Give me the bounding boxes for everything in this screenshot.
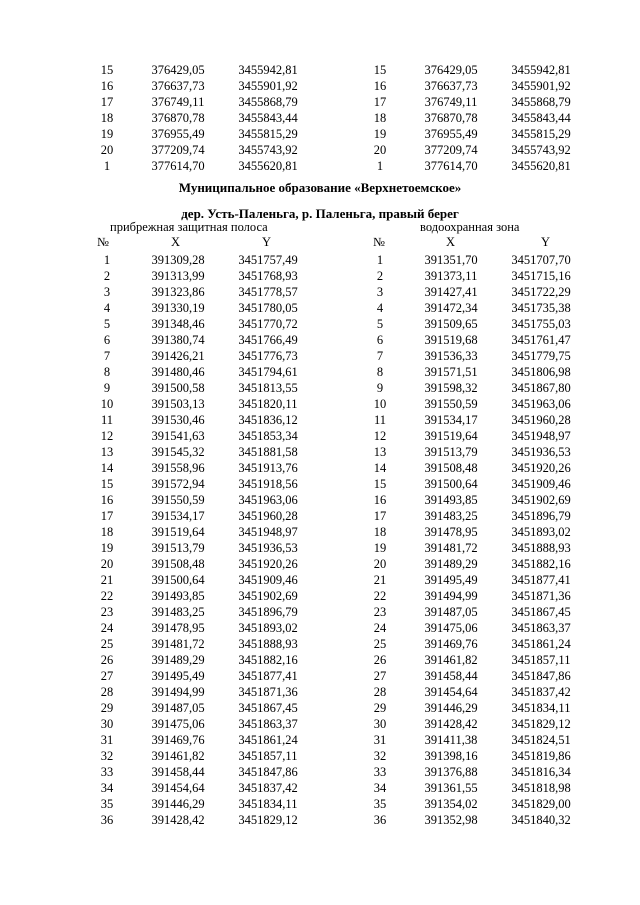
x-coordinate-cell: 391461,82 bbox=[151, 749, 205, 763]
y-coordinate-cell: 3455620,81 bbox=[238, 159, 298, 173]
point-number-cell: 34 bbox=[100, 781, 114, 795]
y-coordinate-cell: 3451936,53 bbox=[238, 541, 298, 555]
x-coordinate-cell: 391427,41 bbox=[424, 285, 478, 299]
x-coordinate-cell: 391500,64 bbox=[424, 477, 478, 491]
point-number-cell: 23 bbox=[373, 605, 387, 619]
x-coordinate-cell: 391489,29 bbox=[151, 653, 205, 667]
y-coordinate-cell: 3451840,32 bbox=[511, 813, 571, 827]
point-number-cell: 2 bbox=[103, 269, 111, 283]
point-number-cell: 36 bbox=[373, 813, 387, 827]
point-number-cell: 29 bbox=[100, 701, 114, 715]
point-number-cell: 15 bbox=[373, 477, 387, 491]
point-number-cell: 5 bbox=[376, 317, 384, 331]
x-coordinate-cell: 391458,44 bbox=[151, 765, 205, 779]
y-coordinate-cell: 3451888,93 bbox=[511, 541, 571, 555]
x-coordinate-cell: 391495,49 bbox=[424, 573, 478, 587]
y-coordinate-cell: 3451768,93 bbox=[238, 269, 298, 283]
y-coordinate-cell: 3451881,58 bbox=[238, 445, 298, 459]
y-coordinate-cell: 3455815,29 bbox=[511, 127, 571, 141]
y-coordinate-cell: 3455743,92 bbox=[238, 143, 298, 157]
y-coordinate-cell: 3451857,11 bbox=[511, 653, 571, 667]
x-coordinate-cell: 391348,46 bbox=[151, 317, 205, 331]
point-number-cell: 7 bbox=[103, 349, 111, 363]
x-coordinate-cell: 391494,99 bbox=[424, 589, 478, 603]
x-coordinate-cell: 391493,85 bbox=[424, 493, 478, 507]
y-coordinate-cell: 3451770,72 bbox=[238, 317, 298, 331]
x-coordinate-cell: 391494,99 bbox=[151, 685, 205, 699]
point-number-cell: 13 bbox=[100, 445, 114, 459]
y-coordinate-cell: 3451896,79 bbox=[511, 509, 571, 523]
right-table-title: водоохранная зона bbox=[420, 220, 520, 234]
point-number-cell: 30 bbox=[373, 717, 387, 731]
x-coordinate-cell: 391454,64 bbox=[151, 781, 205, 795]
point-number-cell: 11 bbox=[373, 413, 387, 427]
y-coordinate-cell: 3451776,73 bbox=[238, 349, 298, 363]
point-number-cell: 33 bbox=[373, 765, 387, 779]
x-coordinate-cell: 391487,05 bbox=[424, 605, 478, 619]
y-coordinate-cell: 3451867,80 bbox=[511, 381, 571, 395]
x-coordinate-cell: 391454,64 bbox=[424, 685, 478, 699]
point-number-cell: 17 bbox=[373, 95, 387, 109]
y-coordinate-cell: 3451816,34 bbox=[511, 765, 571, 779]
point-number-cell: 17 bbox=[373, 509, 387, 523]
y-coordinate-cell: 3451707,70 bbox=[511, 253, 571, 267]
y-coordinate-cell: 3451877,41 bbox=[511, 573, 571, 587]
point-number-cell: 18 bbox=[373, 111, 387, 125]
x-coordinate-cell: 391541,63 bbox=[151, 429, 205, 443]
y-coordinate-cell: 3451963,06 bbox=[511, 397, 571, 411]
y-coordinate-cell: 3455843,44 bbox=[511, 111, 571, 125]
y-coordinate-cell: 3451829,00 bbox=[511, 797, 571, 811]
y-coordinate-cell: 3451882,16 bbox=[511, 557, 571, 571]
y-coordinate-cell: 3451863,37 bbox=[238, 717, 298, 731]
point-number-cell: 19 bbox=[100, 127, 114, 141]
point-number-cell: 35 bbox=[373, 797, 387, 811]
point-number-cell: 36 bbox=[100, 813, 114, 827]
point-number-cell: 15 bbox=[100, 477, 114, 491]
y-coordinate-cell: 3451893,02 bbox=[511, 525, 571, 539]
y-coordinate-cell: 3451780,05 bbox=[238, 301, 298, 315]
x-coordinate-cell: 391461,82 bbox=[424, 653, 478, 667]
y-coordinate-cell: 3451794,61 bbox=[238, 365, 298, 379]
y-coordinate-cell: 3451715,16 bbox=[511, 269, 571, 283]
point-number-cell: 20 bbox=[373, 143, 387, 157]
x-coordinate-cell: 391495,49 bbox=[151, 669, 205, 683]
y-coordinate-cell: 3451918,56 bbox=[238, 477, 298, 491]
point-number-cell: 26 bbox=[373, 653, 387, 667]
point-number-cell: 20 bbox=[373, 557, 387, 571]
y-coordinate-cell: 3451766,49 bbox=[238, 333, 298, 347]
point-number-cell: 32 bbox=[373, 749, 387, 763]
x-coordinate-cell: 376637,73 bbox=[151, 79, 205, 93]
point-number-cell: 9 bbox=[376, 381, 384, 395]
y-coordinate-cell: 3451867,45 bbox=[238, 701, 298, 715]
point-number-cell: 18 bbox=[100, 111, 114, 125]
point-number-cell: 28 bbox=[373, 685, 387, 699]
left-col-no-header: № bbox=[97, 235, 109, 249]
y-coordinate-cell: 3451819,86 bbox=[511, 749, 571, 763]
point-number-cell: 18 bbox=[100, 525, 114, 539]
x-coordinate-cell: 391478,95 bbox=[151, 621, 205, 635]
point-number-cell: 24 bbox=[100, 621, 114, 635]
point-number-cell: 14 bbox=[373, 461, 387, 475]
x-coordinate-cell: 391472,34 bbox=[424, 301, 478, 315]
y-coordinate-cell: 3451871,36 bbox=[238, 685, 298, 699]
right-col-x-header: X bbox=[446, 235, 456, 249]
x-coordinate-cell: 391481,72 bbox=[424, 541, 478, 555]
point-number-cell: 3 bbox=[103, 285, 111, 299]
y-coordinate-cell: 3455868,79 bbox=[511, 95, 571, 109]
y-coordinate-cell: 3451963,06 bbox=[238, 493, 298, 507]
x-coordinate-cell: 376749,11 bbox=[424, 95, 478, 109]
y-coordinate-cell: 3451893,02 bbox=[238, 621, 298, 635]
x-coordinate-cell: 391509,65 bbox=[424, 317, 478, 331]
point-number-cell: 32 bbox=[100, 749, 114, 763]
point-number-cell: 24 bbox=[373, 621, 387, 635]
y-coordinate-cell: 3451909,46 bbox=[238, 573, 298, 587]
point-number-cell: 6 bbox=[103, 333, 111, 347]
y-coordinate-cell: 3451857,11 bbox=[238, 749, 298, 763]
point-number-cell: 25 bbox=[373, 637, 387, 651]
point-number-cell: 31 bbox=[100, 733, 114, 747]
y-coordinate-cell: 3451829,12 bbox=[238, 813, 298, 827]
point-number-cell: 23 bbox=[100, 605, 114, 619]
y-coordinate-cell: 3455868,79 bbox=[238, 95, 298, 109]
x-coordinate-cell: 391428,42 bbox=[151, 813, 205, 827]
y-coordinate-cell: 3451779,75 bbox=[511, 349, 571, 363]
point-number-cell: 16 bbox=[100, 493, 114, 507]
point-number-cell: 33 bbox=[100, 765, 114, 779]
y-coordinate-cell: 3451948,97 bbox=[238, 525, 298, 539]
y-coordinate-cell: 3455620,81 bbox=[511, 159, 571, 173]
point-number-cell: 21 bbox=[373, 573, 387, 587]
point-number-cell: 9 bbox=[103, 381, 111, 395]
x-coordinate-cell: 376429,05 bbox=[151, 63, 205, 77]
x-coordinate-cell: 376637,73 bbox=[424, 79, 478, 93]
point-number-cell: 15 bbox=[100, 63, 114, 77]
x-coordinate-cell: 391508,48 bbox=[151, 557, 205, 571]
x-coordinate-cell: 391351,70 bbox=[424, 253, 478, 267]
x-coordinate-cell: 376955,49 bbox=[424, 127, 478, 141]
y-coordinate-cell: 3451806,98 bbox=[511, 365, 571, 379]
point-number-cell: 1 bbox=[103, 253, 111, 267]
x-coordinate-cell: 376429,05 bbox=[424, 63, 478, 77]
y-coordinate-cell: 3451820,11 bbox=[238, 397, 298, 411]
x-coordinate-cell: 391475,06 bbox=[424, 621, 478, 635]
point-number-cell: 22 bbox=[100, 589, 114, 603]
y-coordinate-cell: 3455815,29 bbox=[238, 127, 298, 141]
y-coordinate-cell: 3451735,38 bbox=[511, 301, 571, 315]
left-col-y-header: Y bbox=[262, 235, 272, 249]
x-coordinate-cell: 377614,70 bbox=[424, 159, 478, 173]
x-coordinate-cell: 391550,59 bbox=[151, 493, 205, 507]
point-number-cell: 26 bbox=[100, 653, 114, 667]
point-number-cell: 3 bbox=[376, 285, 384, 299]
y-coordinate-cell: 3451877,41 bbox=[238, 669, 298, 683]
y-coordinate-cell: 3451948,97 bbox=[511, 429, 571, 443]
x-coordinate-cell: 391530,46 bbox=[151, 413, 205, 427]
x-coordinate-cell: 391428,42 bbox=[424, 717, 478, 731]
y-coordinate-cell: 3455942,81 bbox=[238, 63, 298, 77]
point-number-cell: 15 bbox=[373, 63, 387, 77]
x-coordinate-cell: 391571,51 bbox=[424, 365, 478, 379]
x-coordinate-cell: 391313,99 bbox=[151, 269, 205, 283]
y-coordinate-cell: 3451861,24 bbox=[238, 733, 298, 747]
point-number-cell: 12 bbox=[373, 429, 387, 443]
point-number-cell: 1 bbox=[376, 253, 384, 267]
y-coordinate-cell: 3451936,53 bbox=[511, 445, 571, 459]
x-coordinate-cell: 391330,19 bbox=[151, 301, 205, 315]
y-coordinate-cell: 3451757,49 bbox=[238, 253, 298, 267]
point-number-cell: 31 bbox=[373, 733, 387, 747]
point-number-cell: 1 bbox=[376, 159, 384, 173]
x-coordinate-cell: 376955,49 bbox=[151, 127, 205, 141]
point-number-cell: 19 bbox=[373, 541, 387, 555]
point-number-cell: 17 bbox=[100, 509, 114, 523]
x-coordinate-cell: 391513,79 bbox=[151, 541, 205, 555]
x-coordinate-cell: 391598,32 bbox=[424, 381, 478, 395]
x-coordinate-cell: 391309,28 bbox=[151, 253, 205, 267]
y-coordinate-cell: 3451960,28 bbox=[511, 413, 571, 427]
point-number-cell: 20 bbox=[100, 557, 114, 571]
x-coordinate-cell: 391475,06 bbox=[151, 717, 205, 731]
point-number-cell: 11 bbox=[100, 413, 114, 427]
x-coordinate-cell: 391380,74 bbox=[151, 333, 205, 347]
x-coordinate-cell: 377209,74 bbox=[151, 143, 205, 157]
x-coordinate-cell: 391487,05 bbox=[151, 701, 205, 715]
point-number-cell: 4 bbox=[103, 301, 111, 315]
y-coordinate-cell: 3451829,12 bbox=[511, 717, 571, 731]
point-number-cell: 8 bbox=[376, 365, 384, 379]
point-number-cell: 21 bbox=[100, 573, 114, 587]
x-coordinate-cell: 391536,33 bbox=[424, 349, 478, 363]
y-coordinate-cell: 3451853,34 bbox=[238, 429, 298, 443]
point-number-cell: 14 bbox=[100, 461, 114, 475]
y-coordinate-cell: 3451722,29 bbox=[511, 285, 571, 299]
x-coordinate-cell: 391446,29 bbox=[424, 701, 478, 715]
point-number-cell: 13 bbox=[373, 445, 387, 459]
point-number-cell: 7 bbox=[376, 349, 384, 363]
y-coordinate-cell: 3455843,44 bbox=[238, 111, 298, 125]
x-coordinate-cell: 391483,25 bbox=[424, 509, 478, 523]
y-coordinate-cell: 3451871,36 bbox=[511, 589, 571, 603]
point-number-cell: 28 bbox=[100, 685, 114, 699]
point-number-cell: 29 bbox=[373, 701, 387, 715]
point-number-cell: 34 bbox=[373, 781, 387, 795]
point-number-cell: 19 bbox=[373, 127, 387, 141]
x-coordinate-cell: 391513,79 bbox=[424, 445, 478, 459]
x-coordinate-cell: 391323,86 bbox=[151, 285, 205, 299]
x-coordinate-cell: 391411,38 bbox=[424, 733, 478, 747]
municipality-heading: Муниципальное образование «Верхнетоемское» bbox=[178, 180, 462, 195]
x-coordinate-cell: 391354,02 bbox=[424, 797, 478, 811]
point-number-cell: 18 bbox=[373, 525, 387, 539]
y-coordinate-cell: 3455901,92 bbox=[511, 79, 571, 93]
x-coordinate-cell: 391508,48 bbox=[424, 461, 478, 475]
x-coordinate-cell: 391398,16 bbox=[424, 749, 478, 763]
point-number-cell: 16 bbox=[373, 493, 387, 507]
y-coordinate-cell: 3451863,37 bbox=[511, 621, 571, 635]
y-coordinate-cell: 3451834,11 bbox=[511, 701, 571, 715]
x-coordinate-cell: 391534,17 bbox=[424, 413, 478, 427]
y-coordinate-cell: 3451834,11 bbox=[238, 797, 298, 811]
x-coordinate-cell: 391376,88 bbox=[424, 765, 478, 779]
y-coordinate-cell: 3451837,42 bbox=[511, 685, 571, 699]
x-coordinate-cell: 391534,17 bbox=[151, 509, 205, 523]
y-coordinate-cell: 3451824,51 bbox=[511, 733, 571, 747]
x-coordinate-cell: 391373,11 bbox=[424, 269, 478, 283]
y-coordinate-cell: 3451755,03 bbox=[511, 317, 571, 331]
left-col-x-header: X bbox=[171, 235, 181, 249]
y-coordinate-cell: 3451813,55 bbox=[238, 381, 298, 395]
point-number-cell: 16 bbox=[373, 79, 387, 93]
point-number-cell: 6 bbox=[376, 333, 384, 347]
x-coordinate-cell: 391500,58 bbox=[151, 381, 205, 395]
y-coordinate-cell: 3451847,86 bbox=[511, 669, 571, 683]
point-number-cell: 27 bbox=[373, 669, 387, 683]
point-number-cell: 4 bbox=[376, 301, 384, 315]
x-coordinate-cell: 391469,76 bbox=[151, 733, 205, 747]
y-coordinate-cell: 3451882,16 bbox=[238, 653, 298, 667]
x-coordinate-cell: 391469,76 bbox=[424, 637, 478, 651]
point-number-cell: 12 bbox=[100, 429, 114, 443]
y-coordinate-cell: 3451960,28 bbox=[238, 509, 298, 523]
x-coordinate-cell: 391493,85 bbox=[151, 589, 205, 603]
point-number-cell: 30 bbox=[100, 717, 114, 731]
x-coordinate-cell: 391503,13 bbox=[151, 397, 205, 411]
y-coordinate-cell: 3451818,98 bbox=[511, 781, 571, 795]
x-coordinate-cell: 391483,25 bbox=[151, 605, 205, 619]
y-coordinate-cell: 3451847,86 bbox=[238, 765, 298, 779]
y-coordinate-cell: 3455901,92 bbox=[238, 79, 298, 93]
y-coordinate-cell: 3451902,69 bbox=[511, 493, 571, 507]
x-coordinate-cell: 391519,64 bbox=[151, 525, 205, 539]
location-heading: дер. Усть-Паленьга, р. Паленьга, правый берег bbox=[181, 206, 459, 221]
point-number-cell: 19 bbox=[100, 541, 114, 555]
point-number-cell: 10 bbox=[100, 397, 114, 411]
point-number-cell: 2 bbox=[376, 269, 384, 283]
y-coordinate-cell: 3451888,93 bbox=[238, 637, 298, 651]
x-coordinate-cell: 391480,46 bbox=[151, 365, 205, 379]
y-coordinate-cell: 3451909,46 bbox=[511, 477, 571, 491]
y-coordinate-cell: 3451920,26 bbox=[238, 557, 298, 571]
x-coordinate-cell: 391446,29 bbox=[151, 797, 205, 811]
point-number-cell: 35 bbox=[100, 797, 114, 811]
point-number-cell: 5 bbox=[103, 317, 111, 331]
x-coordinate-cell: 376870,78 bbox=[151, 111, 205, 125]
y-coordinate-cell: 3451761,47 bbox=[511, 333, 571, 347]
x-coordinate-cell: 391500,64 bbox=[151, 573, 205, 587]
x-coordinate-cell: 391558,96 bbox=[151, 461, 205, 475]
y-coordinate-cell: 3451902,69 bbox=[238, 589, 298, 603]
point-number-cell: 1 bbox=[103, 159, 111, 173]
point-number-cell: 25 bbox=[100, 637, 114, 651]
point-number-cell: 20 bbox=[100, 143, 114, 157]
x-coordinate-cell: 391361,55 bbox=[424, 781, 478, 795]
y-coordinate-cell: 3451867,45 bbox=[511, 605, 571, 619]
y-coordinate-cell: 3451837,42 bbox=[238, 781, 298, 795]
y-coordinate-cell: 3451896,79 bbox=[238, 605, 298, 619]
y-coordinate-cell: 3451836,12 bbox=[238, 413, 298, 427]
y-coordinate-cell: 3451778,57 bbox=[238, 285, 298, 299]
x-coordinate-cell: 377614,70 bbox=[151, 159, 205, 173]
point-number-cell: 22 bbox=[373, 589, 387, 603]
x-coordinate-cell: 391550,59 bbox=[424, 397, 478, 411]
x-coordinate-cell: 391545,32 bbox=[151, 445, 205, 459]
y-coordinate-cell: 3451861,24 bbox=[511, 637, 571, 651]
x-coordinate-cell: 391481,72 bbox=[151, 637, 205, 651]
y-coordinate-cell: 3451913,76 bbox=[238, 461, 298, 475]
x-coordinate-cell: 391572,94 bbox=[151, 477, 205, 491]
point-number-cell: 27 bbox=[100, 669, 114, 683]
point-number-cell: 8 bbox=[103, 365, 111, 379]
right-col-no-header: № bbox=[373, 235, 385, 249]
x-coordinate-cell: 391519,64 bbox=[424, 429, 478, 443]
x-coordinate-cell: 391426,21 bbox=[151, 349, 205, 363]
x-coordinate-cell: 376870,78 bbox=[424, 111, 478, 125]
x-coordinate-cell: 376749,11 bbox=[151, 95, 205, 109]
x-coordinate-cell: 391352,98 bbox=[424, 813, 478, 827]
y-coordinate-cell: 3455942,81 bbox=[511, 63, 571, 77]
x-coordinate-cell: 391478,95 bbox=[424, 525, 478, 539]
point-number-cell: 16 bbox=[100, 79, 114, 93]
y-coordinate-cell: 3451920,26 bbox=[511, 461, 571, 475]
y-coordinate-cell: 3455743,92 bbox=[511, 143, 571, 157]
right-col-y-header: Y bbox=[541, 235, 551, 249]
left-table-title: прибрежная защитная полоса bbox=[110, 220, 268, 234]
x-coordinate-cell: 391519,68 bbox=[424, 333, 478, 347]
x-coordinate-cell: 391489,29 bbox=[424, 557, 478, 571]
x-coordinate-cell: 377209,74 bbox=[424, 143, 478, 157]
point-number-cell: 17 bbox=[100, 95, 114, 109]
point-number-cell: 10 bbox=[373, 397, 387, 411]
x-coordinate-cell: 391458,44 bbox=[424, 669, 478, 683]
